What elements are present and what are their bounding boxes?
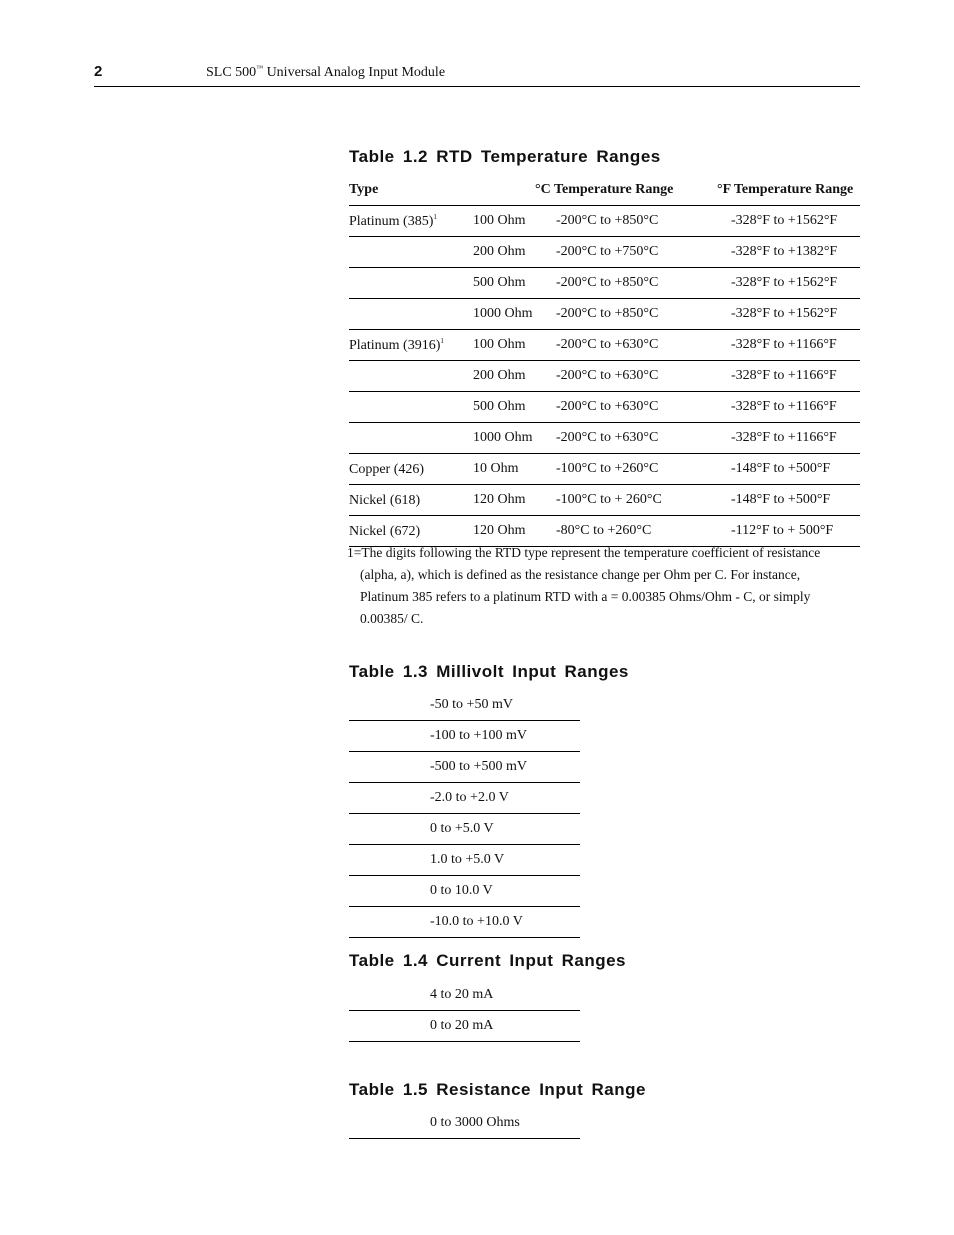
rtd-resistance: 200 Ohm xyxy=(473,368,526,383)
table-row xyxy=(349,814,580,845)
fahrenheit-range: -328°F to +1166°F xyxy=(731,368,837,383)
celsius-range: -200°C to +850°C xyxy=(556,306,659,321)
fahrenheit-range: -328°F to +1562°F xyxy=(731,213,838,228)
celsius-range: -80°C to +260°C xyxy=(556,523,652,538)
table-row xyxy=(349,752,580,783)
rtd-resistance: 10 Ohm xyxy=(473,461,519,476)
footnote-marker: 1 xyxy=(440,337,444,345)
trademark-mark: ™ xyxy=(256,64,264,72)
millivolt-ranges-table xyxy=(349,690,580,938)
table-row xyxy=(349,980,580,1011)
range-value: -10.0 to +10.0 V xyxy=(430,914,523,929)
range-value: 4 to 20 mA xyxy=(430,987,494,1002)
range-value: 0 to 3000 Ohms xyxy=(430,1115,520,1130)
rtd-table-header xyxy=(349,180,860,206)
footnote-line: (alpha, a), which is defined as the resistance change per Ohm per C. For instance, xyxy=(360,567,801,582)
rtd-resistance: 1000 Ohm xyxy=(473,306,533,321)
rtd-type-label: Copper (426) xyxy=(349,462,425,477)
table-row xyxy=(349,1011,580,1042)
celsius-range: -200°C to +630°C xyxy=(556,368,659,383)
footnote-line: 0.00385/ C. xyxy=(360,611,424,626)
range-value: -50 to +50 mV xyxy=(430,697,513,712)
table-row xyxy=(349,907,580,938)
fahrenheit-range: -112°F to + 500°F xyxy=(731,523,834,538)
fahrenheit-range: -148°F to +500°F xyxy=(731,461,831,476)
celsius-range: -100°C to + 260°C xyxy=(556,492,662,507)
fahrenheit-range: -148°F to +500°F xyxy=(731,492,831,507)
rtd-resistance: 120 Ohm xyxy=(473,523,526,538)
range-value: 0 to +5.0 V xyxy=(430,821,494,836)
table-row xyxy=(349,1108,580,1139)
range-value: 1.0 to +5.0 V xyxy=(430,852,505,867)
fahrenheit-range: -328°F to +1382°F xyxy=(731,244,838,259)
table-1-4-title: Table 1.4 Current Input Ranges xyxy=(349,951,627,970)
fahrenheit-range: -328°F to +1166°F xyxy=(731,399,837,414)
running-title-rest: Universal Analog Input Module xyxy=(263,65,446,80)
rtd-type xyxy=(349,461,424,478)
table-row xyxy=(349,423,860,454)
rtd-type xyxy=(349,492,420,509)
celsius-range: -200°C to +630°C xyxy=(556,430,659,445)
footnote-marker: 1 xyxy=(433,213,437,221)
table-row xyxy=(349,206,860,237)
table-row xyxy=(349,392,860,423)
celsius-range: -200°C to +850°C xyxy=(556,275,659,290)
table-row xyxy=(349,299,860,330)
celsius-range: -200°C to +630°C xyxy=(556,399,659,414)
rtd-resistance: 100 Ohm xyxy=(473,337,526,352)
table-1-5-title: Table 1.5 Resistance Input Range xyxy=(349,1080,646,1099)
range-value: -100 to +100 mV xyxy=(430,728,527,743)
table-row xyxy=(349,721,580,752)
rtd-type-label: Platinum (3916) xyxy=(349,338,441,353)
rtd-type xyxy=(349,337,444,354)
column-type: Type xyxy=(349,182,379,197)
rtd-type xyxy=(349,213,437,230)
fahrenheit-range: -328°F to +1166°F xyxy=(731,337,837,352)
fahrenheit-range: -328°F to +1562°F xyxy=(731,275,838,290)
range-value: 0 to 10.0 V xyxy=(430,883,493,898)
table-row xyxy=(349,237,860,268)
column-fahrenheit: °F Temperature Range xyxy=(717,182,854,197)
page-header xyxy=(94,62,860,87)
resistance-range-table xyxy=(349,1108,580,1139)
table-1-2-title: Table 1.2 RTD Temperature Ranges xyxy=(349,147,661,166)
rtd-type-label: Nickel (618) xyxy=(349,493,421,508)
table-row xyxy=(349,330,860,361)
fahrenheit-range: -328°F to +1562°F xyxy=(731,306,838,321)
range-value: -2.0 to +2.0 V xyxy=(430,790,509,805)
rtd-type-label: Platinum (385) xyxy=(349,214,434,229)
table-row xyxy=(349,845,580,876)
footnote-line: Platinum 385 refers to a platinum RTD with a = 0.00385 Ohms/Ohm - C, or simply xyxy=(360,589,811,604)
rtd-resistance: 100 Ohm xyxy=(473,213,526,228)
rtd-resistance: 500 Ohm xyxy=(473,275,526,290)
footnote-line: 1=The digits following the RTD type represent the temperature coefficient of resistance xyxy=(347,545,821,560)
rtd-resistance: 500 Ohm xyxy=(473,399,526,414)
running-title-main: SLC 500 xyxy=(206,65,257,80)
rtd-resistance: 200 Ohm xyxy=(473,244,526,259)
celsius-range: -200°C to +630°C xyxy=(556,337,659,352)
running-title xyxy=(206,64,445,81)
table-row xyxy=(349,454,860,485)
rtd-resistance: 120 Ohm xyxy=(473,492,526,507)
celsius-range: -100°C to +260°C xyxy=(556,461,659,476)
table-row xyxy=(349,485,860,516)
rtd-footnote xyxy=(347,542,857,630)
rtd-type-label: Nickel (672) xyxy=(349,524,421,539)
rtd-resistance: 1000 Ohm xyxy=(473,430,533,445)
rtd-temperature-table xyxy=(349,180,860,547)
current-ranges-table xyxy=(349,980,580,1042)
rtd-type xyxy=(349,523,420,540)
table-1-3-title: Table 1.3 Millivolt Input Ranges xyxy=(349,662,629,681)
range-value: 0 to 20 mA xyxy=(430,1018,494,1033)
celsius-range: -200°C to +750°C xyxy=(556,244,659,259)
range-value: -500 to +500 mV xyxy=(430,759,527,774)
table-row xyxy=(349,783,580,814)
table-row xyxy=(349,876,580,907)
table-row xyxy=(349,690,580,721)
column-celsius: °C Temperature Range xyxy=(535,182,674,197)
table-row xyxy=(349,268,860,299)
table-row xyxy=(349,361,860,392)
page-number: 2 xyxy=(94,63,103,80)
fahrenheit-range: -328°F to +1166°F xyxy=(731,430,837,445)
celsius-range: -200°C to +850°C xyxy=(556,213,659,228)
